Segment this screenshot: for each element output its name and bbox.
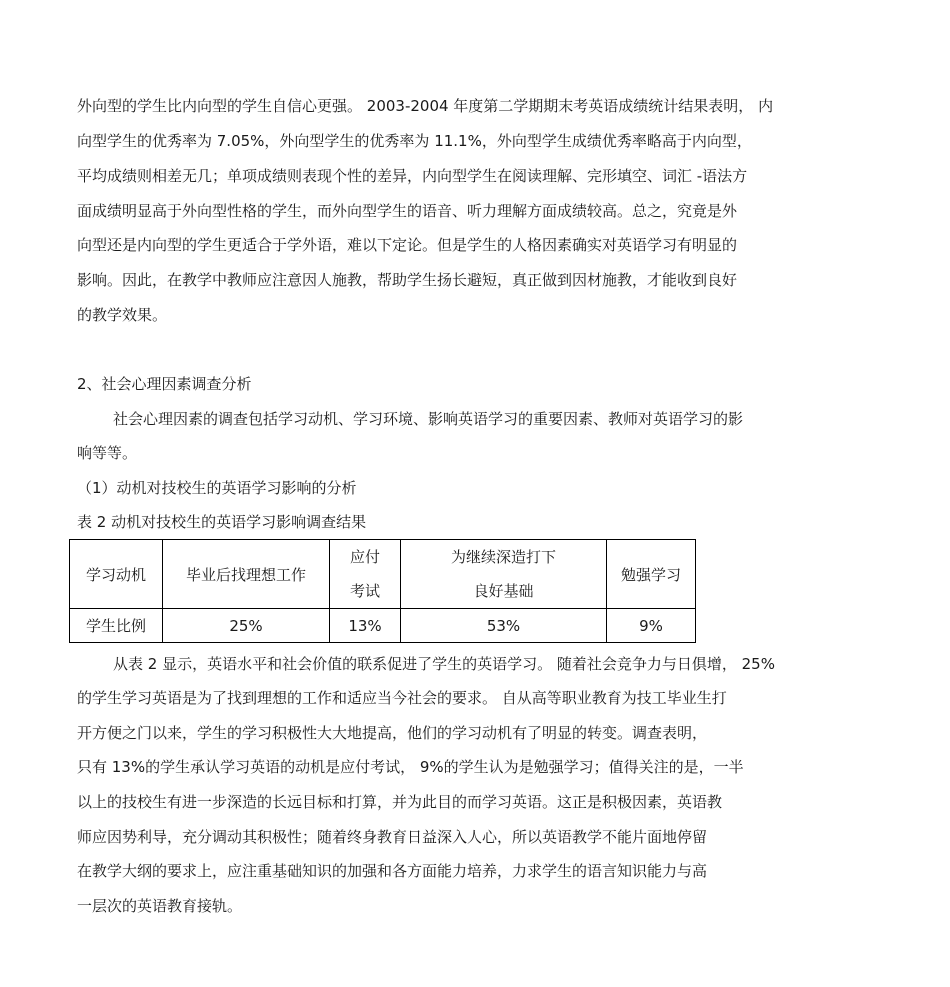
table-row-label: 学生比例 bbox=[70, 609, 163, 643]
paragraph-line: 从表 2 显示，英语水平和社会价值的联系促进了学生的英语学习。 随着社会竞争力与日俱增， 25% bbox=[113, 655, 775, 673]
table-header-cell: 勉强学习 bbox=[607, 540, 696, 609]
subheading: （1）动机对技校生的英语学习影响的分析 bbox=[77, 479, 357, 497]
section-heading: 2、社会心理因素调查分析 bbox=[77, 375, 252, 393]
header-text-line: 良好基础 bbox=[473, 582, 534, 600]
paragraph-line: 一层次的英语教育接轨。 bbox=[77, 897, 243, 915]
paragraph-line: 以上的技校生有进一步深造的长远目标和打算，并为此目的而学习英语。这正是积极因素，英语教 bbox=[77, 793, 723, 811]
table-header-cell: 学习动机 bbox=[70, 540, 163, 609]
paragraph-line: 师应因势利导，充分调动其积极性；随着终身教育日益深入人心，所以英语教学不能片面地停留 bbox=[77, 828, 708, 846]
header-text-line: 为继续深造打下 bbox=[450, 548, 556, 566]
paragraph-line: 的学生学习英语是为了找到理想的工作和适应当今社会的要求。 自从高等职业教育为技工毕业生打 bbox=[77, 689, 727, 707]
table-row bbox=[70, 609, 696, 643]
paragraph-line: 响等等。 bbox=[77, 444, 138, 462]
table-cell: 9% bbox=[607, 609, 696, 643]
table-header-cell bbox=[330, 540, 401, 609]
table-header-cell bbox=[401, 540, 607, 609]
paragraph-line: 面成绩明显高于外向型性格的学生，而外向型学生的语音、听力理解方面成绩较高。总之，究竟是外 bbox=[77, 202, 738, 220]
table-caption: 表 2 动机对技校生的英语学习影响调查结果 bbox=[77, 513, 367, 531]
paragraph-line: 在教学大纲的要求上，应注重基础知识的加强和各方面能力培养，力求学生的语言知识能力与高 bbox=[77, 862, 708, 880]
paragraph-line: 社会心理因素的调查包括学习动机、学习环境、影响英语学习的重要因素、教师对英语学习的影 bbox=[113, 410, 744, 428]
header-text-line: 应付 bbox=[349, 548, 380, 566]
paragraph-line: 外向型的学生比内向型的学生自信心更强。 2003-2004 年度第二学期期末考英语成绩统计结果表明， 内 bbox=[77, 97, 774, 115]
header-text-line: 考试 bbox=[349, 582, 380, 600]
table-cell: 25% bbox=[163, 609, 330, 643]
survey-table bbox=[69, 539, 696, 643]
paragraph-line: 影响。因此，在教学中教师应注意因人施教，帮助学生扬长避短，真正做到因材施教，才能收到良好 bbox=[77, 271, 738, 289]
paragraph-line: 只有 13%的学生承认学习英语的动机是应付考试， 9%的学生认为是勉强学习；值得关注的是，一半 bbox=[77, 758, 744, 776]
table-cell: 13% bbox=[330, 609, 401, 643]
table-cell: 53% bbox=[401, 609, 607, 643]
table-header-cell: 毕业后找理想工作 bbox=[163, 540, 330, 609]
paragraph-line: 平均成绩则相差无几；单项成绩则表现个性的差异，内向型学生在阅读理解、完形填空、词汇 -语法方 bbox=[77, 167, 748, 185]
paragraph-line: 向型还是内向型的学生更适合于学外语，难以下定论。但是学生的人格因素确实对英语学习有明显的 bbox=[77, 236, 738, 254]
table-row bbox=[70, 540, 696, 609]
paragraph-line: 开方便之门以来，学生的学习积极性大大地提高，他们的学习动机有了明显的转变。调查表明， bbox=[77, 724, 708, 742]
paragraph-line: 的教学效果。 bbox=[77, 306, 168, 324]
paragraph-line: 向型学生的优秀率为 7.05%，外向型学生的优秀率为 11.1%，外向型学生成绩优秀率略高于内向型， bbox=[77, 132, 752, 150]
